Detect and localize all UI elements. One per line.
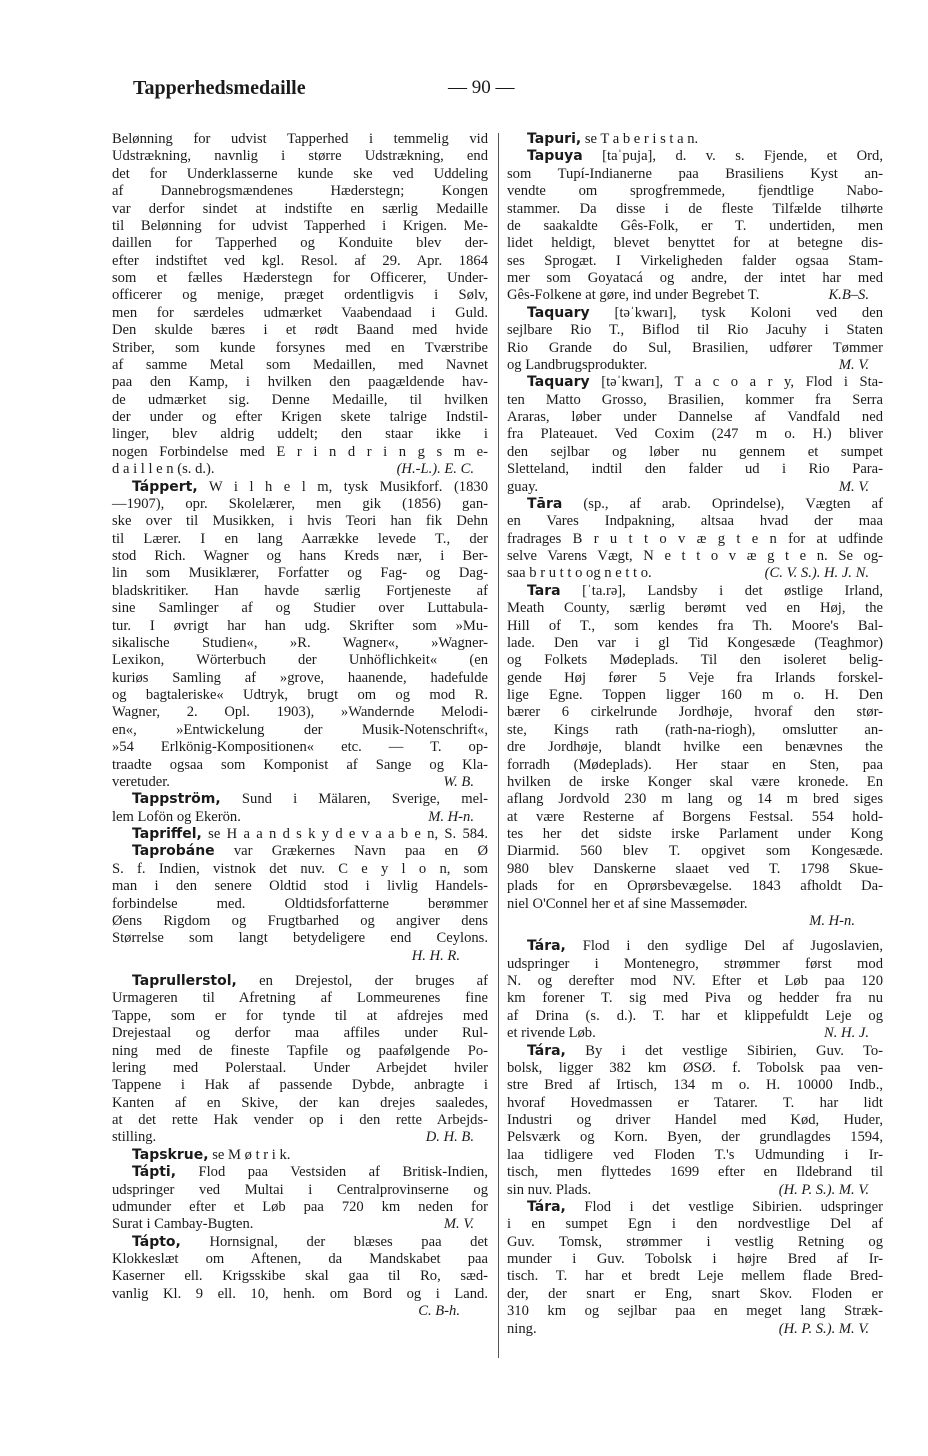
text-line: Diarmid. 560 blev T. opgivet som Kongesæde. xyxy=(507,843,883,860)
text-line: stre Bred af Irtisch, 134 m o. H. 10000 Indb., xyxy=(507,1077,883,1094)
text-line: at det rette Hak vender op i den rette Arbejds- xyxy=(112,1112,488,1128)
entry-start-line xyxy=(507,496,883,513)
text-line: til Belønning for udvist Tapperhed i Krigen. Me- xyxy=(112,217,488,234)
page-number: — 90 — xyxy=(448,77,515,98)
entry-text: se T a b e r i s t a n. xyxy=(581,131,699,147)
text-line: Hill of T., som kendes fra Th. Moore's Bal- xyxy=(507,617,883,634)
text-line xyxy=(507,896,883,913)
text-line: fradrages B r u t t o v æ g t e n for at udfinde xyxy=(507,530,883,547)
entry-start-line xyxy=(507,1199,883,1216)
text-line xyxy=(507,1182,883,1199)
text-line: af Dannebrogsmændenes Hæderstegn; Kongen xyxy=(112,183,488,200)
line-text xyxy=(507,479,538,496)
entry-headword: Taquary xyxy=(527,304,590,321)
text-line: traadte ogsaa som Komponist af Sange og Kla- xyxy=(112,756,488,773)
entry-text: sin nuv. Plads. xyxy=(507,1181,592,1198)
text-line: daillen for Tapperhed og Konduite blev der- xyxy=(112,235,488,252)
entry-start-line xyxy=(112,843,488,860)
author-signature: C. B-h. xyxy=(418,1303,460,1320)
line-text xyxy=(507,357,647,374)
text-line: Lexikon, Wörterbuch der Unhöflichkeit« (en xyxy=(112,652,488,669)
text-line: udspringer ved Multai i Centralprovinserne og xyxy=(112,1181,488,1198)
entry-start-line xyxy=(112,826,488,843)
text-line: aflang Jordvold 230 m lang og 14 m bred siges xyxy=(507,791,883,808)
text-line: en Vares Indpakning, altsaa hvad der maa xyxy=(507,513,883,530)
text-line: 980 blev Danskerne slaaet ved T. 1798 Skue- xyxy=(507,860,883,877)
entry-headword: Tapuri, xyxy=(527,131,582,147)
text-line: km forener T. sig med Piva og hedder fra nu xyxy=(507,990,883,1007)
entry-start-line xyxy=(507,1043,883,1060)
text-line: Sletteland, indtil den falder ud i Rio Para- xyxy=(507,461,883,478)
text-line: nogen Forbindelse med E r i n d r i n g s m e- xyxy=(112,443,488,460)
entry-start-line xyxy=(507,938,883,955)
text-line: gende Høj fører 5 Veje fra Irlands forskel- xyxy=(507,669,883,686)
author-signature: M. V. xyxy=(838,478,869,495)
text-line: stod Rich. Wagner og hans Kreds nær, i Ber- xyxy=(112,548,488,564)
entry-text: saa b r u t t o og n e t t o. xyxy=(507,565,652,582)
entry-start-line xyxy=(507,374,883,391)
text-line: Drejestaal og derfor maa affiles under Rul- xyxy=(112,1025,488,1042)
text-line: ning med de fineste Tapfile og paafølgende Po- xyxy=(112,1042,488,1059)
text-line: Wagner, 2. Opl. 1903), »Wandernde Melodi- xyxy=(112,704,488,721)
text-line: sikalische Studien«, »R. Wagner«, »Wagner- xyxy=(112,634,488,651)
text-line: Tappene i Hak af passende Dybde, anbragte i xyxy=(112,1077,488,1094)
entry-text: [ˈta.rə], Landsby i det østlige Irland, xyxy=(560,582,883,599)
author-signature: (H.-L.). E. C. xyxy=(396,461,474,478)
text-line: mer som Goyatacá og andre, der intet har med xyxy=(507,270,883,286)
line-text xyxy=(507,1182,591,1199)
entry-start-line xyxy=(507,305,883,322)
text-line: dre Jordhøje, blandt hvilke een benævnes the xyxy=(507,739,883,756)
text-line: Meath County, særlig berømt ved en Høj, the xyxy=(507,600,883,617)
entry-text: stilling. xyxy=(112,1129,157,1146)
entry-headword: Tāra xyxy=(527,495,563,512)
text-line: N. og derefter mod NV. Efter et Løb paa 120 xyxy=(507,973,883,989)
text-line: lering med Polerstaal. Under Arbejdet hviler xyxy=(112,1059,488,1076)
text-line: udspringer i Montenegro, strømmer først mod xyxy=(507,955,883,972)
text-line: ses Sprogæt. I Virkeligheden falder ogsaa Stam- xyxy=(507,252,883,269)
line-text xyxy=(507,287,759,304)
entry-start-line xyxy=(112,1164,488,1181)
text-line: lin som Musiklærer, Forfatter og Fag- og Dag- xyxy=(112,565,488,582)
entry-start-line xyxy=(112,479,488,496)
entry-text: Gês-Folkene at gøre, ind under Begrebet T. xyxy=(507,287,760,304)
entry-headword: Tapuya xyxy=(527,148,583,165)
right-column xyxy=(507,131,883,1338)
text-line: ten Matto Grosso, Brasilien, kommer fra Serra xyxy=(507,391,883,408)
text-line: en«, »Entwickelung der Musik-Notenschrift«, xyxy=(112,721,488,738)
text-line: som et fælles Hæderstegn for Officerer, Under- xyxy=(112,270,488,286)
author-signature: D. H. B. xyxy=(425,1129,474,1146)
entry-headword: Tapskrue, xyxy=(132,1146,209,1163)
text-line: officerer og menige, præget ordentligvis i Sølv, xyxy=(112,287,488,304)
entry-text: lem Lofön og Ekerön. xyxy=(112,808,241,825)
text-line: bladskritiker. Han havde særlig Fortjeneste af xyxy=(112,582,488,599)
entry-text: et rivende Løb. xyxy=(507,1025,596,1042)
text-line: Urmageren til Afretning af Lommeurenes fine xyxy=(112,990,488,1007)
entry-text: veretuder. xyxy=(112,773,170,790)
signature-line xyxy=(507,913,883,930)
entry-headword: Tápti, xyxy=(132,1164,177,1181)
text-line xyxy=(112,774,488,791)
entry-start-line xyxy=(507,148,883,165)
author-signature: K.B–S. xyxy=(828,287,869,304)
entry-start-line xyxy=(507,131,883,148)
text-line: var derfor sindet at indstifte en særlig Medaille xyxy=(112,200,488,217)
text-line: og bagtaleriske« Udtryk, brugt om og mod R. xyxy=(112,687,488,703)
text-line: man i den senere Oldtid stod i livlig Handels- xyxy=(112,878,488,895)
line-text xyxy=(112,1216,253,1233)
entry-text: var Grækernes Navn paa en Ø xyxy=(214,843,488,860)
text-line: S. f. Indien, vistnok det nuv. C e y l o n, som xyxy=(112,860,488,877)
text-line: og Folkets Mødeplads. Til den isoleret belig- xyxy=(507,652,883,669)
text-line: lidet heldigt, blevet benyttet for at betegne dis- xyxy=(507,235,883,252)
text-line: Øens Rigdom og Frugtbarhed og angiver dens xyxy=(112,912,488,929)
text-line xyxy=(507,1025,883,1042)
text-line: »54 Erlkönig-Kompositionen« etc. — T. op- xyxy=(112,739,488,756)
entry-text: ning. xyxy=(507,1320,537,1337)
entry-text: Flod i det vestlige Sibirien. udspringer xyxy=(565,1198,883,1215)
line-text xyxy=(507,1025,596,1042)
text-line: i en sumpet Egn i den nordvestlige Del af xyxy=(507,1216,883,1233)
text-line: Rio Grande do Sul, Brasilien, udfører Tømmer xyxy=(507,339,883,356)
text-line: af Drina (s. d.). T. har et klippefuldt Leje og xyxy=(507,1007,883,1024)
text-line: at være Resterne af Borgens Festsal. 554 hold- xyxy=(507,808,883,825)
text-line: Industri og driver Handel med Kød, Huder, xyxy=(507,1112,883,1128)
author-signature: (H. P. S.). M. V. xyxy=(778,1320,869,1337)
text-line: som Tupí-Indianerne paa Brasiliens Kyst an- xyxy=(507,165,883,182)
text-line: kuriøs Samling af »grove, haanende, hadefulde xyxy=(112,669,488,686)
text-line xyxy=(112,461,488,478)
author-signature: N. H. J. xyxy=(824,1025,869,1042)
text-line: der, der snart er Eng, snart Skov. Floden er xyxy=(507,1285,883,1302)
text-line: stammer. Da disse i de fleste Tilfælde tilhørte xyxy=(507,200,883,217)
author-signature: W. B. xyxy=(443,773,474,790)
entry-start-line xyxy=(112,1234,488,1251)
entry-text: Flod i den sydlige Del af Jugoslavien, xyxy=(565,938,883,955)
text-line: ste, Kings rath (rath-na-riogh), omslutter an- xyxy=(507,721,883,738)
text-line: de udmærket sig. Denne Medaille, til hvilken xyxy=(112,391,488,408)
text-line xyxy=(507,565,883,582)
text-line xyxy=(507,479,883,496)
entry-headword: Taprullerstol, xyxy=(132,973,237,989)
text-line: sine Samlinger af og Studier over Luttabula- xyxy=(112,600,488,617)
text-line: de saakaldte Gês-Folk, er T. undertiden, men xyxy=(507,217,883,234)
text-line: Striber, som kunde forsynes med en Tværstribe xyxy=(112,339,488,356)
text-line xyxy=(112,1216,488,1233)
entry-start-line xyxy=(507,583,883,600)
text-line: laa tidligere ved Floden T.'s Udmunding i Ir- xyxy=(507,1146,883,1163)
author-signature: M. H-n. xyxy=(809,912,855,929)
text-line: lige Egne. Toppen ligger 160 m o. H. Den xyxy=(507,687,883,703)
entry-text: [taˈpuja], d. v. s. Fjende, et Ord, xyxy=(582,148,883,165)
text-line: selve Varens Vægt, N e t t o v æ g t e n. Se og- xyxy=(507,548,883,564)
line-text xyxy=(507,1321,537,1338)
text-line: forbindelse med. Oldtidsforfatterne berømmer xyxy=(112,895,488,912)
text-line xyxy=(112,809,488,826)
entry-text: en Drejestol, der bruges af xyxy=(236,973,488,989)
entry-text: W i l h e l m, tysk Musikforf. (1830 xyxy=(197,478,488,495)
text-line: hvoraf Hovedmassen er Tatarer. T. har lidt xyxy=(507,1094,883,1111)
text-line: tisch, men flyttedes 1699 efter en Ildebrand til xyxy=(507,1164,883,1181)
line-text xyxy=(112,809,241,826)
entry-headword: Tára, xyxy=(527,938,566,955)
text-line: efter indstiftet ved kgl. Resol. af 29. Apr. 1864 xyxy=(112,252,488,269)
entry-headword: Tápto, xyxy=(132,1233,181,1250)
entry-text: og Landbrugsprodukter. xyxy=(507,356,648,373)
text-line: det for Underklasserne kunde ske ved Uddeling xyxy=(112,165,488,182)
entry-text: By i det vestlige Sibirien, Guv. To- xyxy=(565,1042,883,1059)
signature-line xyxy=(112,1303,488,1320)
entry-text: d a i l l e n (s. d.). xyxy=(112,461,215,478)
entry-text: Hornsignal, der blæses paa det xyxy=(180,1233,488,1250)
text-line: Araras, løber under Dannelse af Vandfald ned xyxy=(507,409,883,425)
text-line: plads for en Oprørsbevægelse. 1843 afholdt Da- xyxy=(507,878,883,895)
text-line xyxy=(112,1129,488,1146)
entry-start-line xyxy=(112,973,488,990)
text-line: Kanten af en Skive, der kan drejes saaledes, xyxy=(112,1094,488,1111)
author-signature: M. V. xyxy=(443,1216,474,1233)
text-line xyxy=(507,357,883,374)
text-line: 310 km og sejlbar paa en meget lang Stræk- xyxy=(507,1303,883,1320)
text-line: af samme Metal som Medaillen, med Navnet xyxy=(112,356,488,373)
entry-text: (sp., af arab. Oprindelse), Vægten af xyxy=(562,495,883,512)
entry-text: Surat i Cambay-Bugten. xyxy=(112,1216,254,1233)
line-text xyxy=(112,1129,156,1146)
entry-headword: Tára, xyxy=(527,1042,566,1059)
text-line: munder i Guv. Tobolsk i højre Bred af Ir- xyxy=(507,1251,883,1267)
text-line: tur. I øvrigt har han udg. Skrifter som »Mu- xyxy=(112,617,488,634)
text-line: vanlig Kl. 9 ell. 10, henh. om Bord og i Land. xyxy=(112,1285,488,1302)
text-line xyxy=(507,1321,883,1338)
text-line: Den skulde bæres i et rødt Baand med hvide xyxy=(112,322,488,339)
entry-headword: Tappström, xyxy=(132,791,221,808)
entry-headword: Tara xyxy=(527,582,561,599)
text-line: hvilken de irske Konger skal være kronede. En xyxy=(507,773,883,790)
entry-text: [təˈkwarı], tysk Koloni ved den xyxy=(589,304,883,321)
author-signature: (H. P. S.). M. V. xyxy=(778,1181,869,1198)
text-line: men for særdeles udmærket Vaabendaad i Guld. xyxy=(112,304,488,321)
entry-text: niel O'Connel her et af sine Massemøder. xyxy=(507,895,748,912)
text-line: tes her det sidste irske Parlament under Kong xyxy=(507,826,883,842)
entry-text: se H a a n d s k y d e v a a b e n, S. 584. xyxy=(201,826,488,842)
entry-text: se M ø t r i k. xyxy=(208,1146,291,1163)
text-line xyxy=(507,287,883,304)
line-text xyxy=(507,565,652,582)
entry-text: Sund i Mälaren, Sverige, mel- xyxy=(220,791,488,808)
text-line: Guv. Tomsk, strømmer i vestlig Retning og xyxy=(507,1233,883,1250)
text-line: tisch. T. har et bredt Leje mellem flade Bred- xyxy=(507,1268,883,1285)
text-line: linger, blev aldrig uddelt; den staar ikke i xyxy=(112,426,488,443)
text-line: lade. Den var i gl Tid Kongesæde (Teaghmor) xyxy=(507,634,883,651)
author-signature: M. H-n. xyxy=(428,808,474,825)
text-line: fra Plateauet. Ved Coxim (247 m o. H.) bliver xyxy=(507,426,883,443)
left-column xyxy=(112,131,488,1321)
text-line: udmunder efter et Løb paa 720 km neden for xyxy=(112,1198,488,1215)
author-signature: (C. V. S.). H. J. N. xyxy=(764,565,869,582)
entry-text: [təˈkwarı], T a c o a r y, Flod i Sta- xyxy=(589,374,883,391)
text-line: paa den Kamp, i hvilken den paagældende hav- xyxy=(112,374,488,391)
text-line: Udstrækning, navnlig i større Udstrækning, end xyxy=(112,148,488,165)
line-text xyxy=(112,461,215,478)
text-line: den sejlbar og løber nu gennem et sumpet xyxy=(507,443,883,460)
entry-headword: Tapriffel, xyxy=(132,826,202,842)
text-line: bolsk, ligger 382 km ØSØ. f. Tobolsk paa ven- xyxy=(507,1059,883,1076)
text-line: Pelsværk og Korn. Byen, der grundlagdes 1594, xyxy=(507,1129,883,1146)
text-line: Klokkeslæt om Aftenen, da Mandskabet paa xyxy=(112,1251,488,1267)
text-line: der under og efter Krigen skete talrige Indstil- xyxy=(112,409,488,425)
column-divider xyxy=(498,133,499,1358)
entry-headword: Tára, xyxy=(527,1198,566,1215)
signature-line xyxy=(112,948,488,965)
entry-text: Flod paa Vestsiden af Britisk-Indien, xyxy=(176,1164,488,1181)
text-line: Tappe, som er for tynde til at afdrejes med xyxy=(112,1007,488,1024)
author-signature: H. H. R. xyxy=(411,947,460,964)
text-line: vendte om sprogfremmede, fjendtlige Nabo- xyxy=(507,183,883,200)
text-line: ske over til Musikken, i hvis Teori han fik Dehn xyxy=(112,513,488,530)
entry-start-line xyxy=(112,1147,488,1164)
entry-text: guay. xyxy=(507,478,539,495)
entry-headword: Táppert, xyxy=(132,478,198,495)
entry-headword: Taprobáne xyxy=(132,843,215,860)
text-line: Belønning for udvist Tapperhed i temmelig vid xyxy=(112,131,488,147)
text-line: sejlbare Rio T., Biflod til Rio Jacuhy i Staten xyxy=(507,322,883,339)
text-line: Størrelse som langt betydeligere end Ceylons. xyxy=(112,930,488,947)
entry-start-line xyxy=(112,791,488,808)
running-head-title: Tapperhedsmedaille xyxy=(133,77,306,99)
line-text xyxy=(112,774,170,791)
entry-headword: Taquary xyxy=(527,374,590,391)
text-line: —1907), opr. Skolelærer, men gik (1856) gan- xyxy=(112,495,488,512)
text-line: forradh (Mødeplads). Her staar en Sten, paa xyxy=(507,756,883,773)
author-signature: M. V. xyxy=(838,356,869,373)
text-line: Kaserner ell. Krigsskibe skal gaa til Ro, sæd- xyxy=(112,1268,488,1285)
text-line: til Lærer. I en lang Aarrække levede T., der xyxy=(112,530,488,547)
text-line: bærer 6 cirkelrunde Jordhøje, hvoraf den stør- xyxy=(507,704,883,721)
